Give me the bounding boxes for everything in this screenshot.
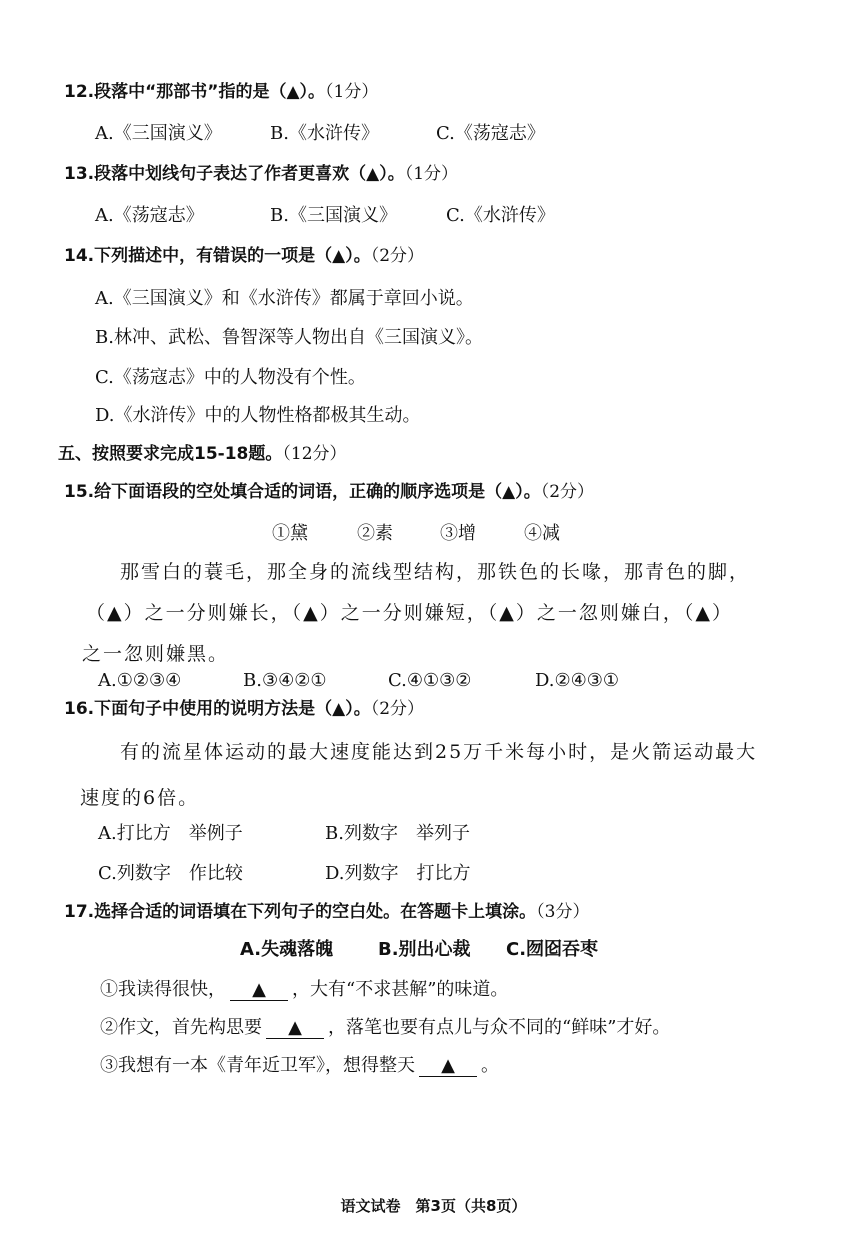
question-13-option-c: C.《水浒传》	[446, 205, 555, 226]
sentence-3-before: ③我想有一本《青年近卫军》，想得整天	[100, 1055, 415, 1076]
question-12-option-b: B.《水浒传》	[270, 123, 379, 144]
question-15-option-b: B.③④②①	[243, 670, 327, 691]
question-17-text: 17.选择合适的词语填在下列句子的空白处。在答题卡上填涂。	[64, 902, 537, 922]
question-17-word-b: B.别出心裁	[378, 939, 471, 960]
question-14-option-d: D.《水浒传》中的人物性格都极其生动。	[95, 405, 421, 426]
question-13-option-a: A.《荡寇志》	[95, 205, 204, 226]
question-15-score: （2分）	[540, 482, 595, 502]
section-5-title	[58, 442, 347, 466]
question-15-option-c: C.④①③②	[388, 670, 472, 691]
question-17-word-a: A.失魂落魄	[240, 939, 334, 960]
question-14-text: 14.下列描述中，有错误的一项是（▲）。	[64, 246, 371, 266]
question-16-passage-line-2: 速度的6倍。	[80, 787, 200, 809]
question-16-passage-line-1: 有的流星体运动的最大速度能达到25万千米每小时，是火箭运动最大	[120, 741, 758, 763]
question-15-option-d: D.②④③①	[535, 670, 620, 691]
question-13-text: 13.段落中划线句子表达了作者更喜欢（▲）。	[64, 164, 405, 184]
question-13-title	[64, 162, 458, 186]
question-15-word-1: ①黛	[272, 523, 308, 544]
question-17-title	[64, 900, 589, 924]
question-17-sentence-3	[100, 1054, 499, 1078]
question-12-option-a: A.《三国演义》	[95, 123, 222, 144]
question-13-score: （1分）	[404, 164, 459, 184]
sentence-3-after: 。	[481, 1055, 499, 1076]
question-16-text: 16.下面句子中使用的说明方法是（▲）。	[64, 699, 371, 719]
sentence-1-after: ，大有“不求甚解”的味道。	[292, 979, 509, 1000]
question-15-word-3: ③增	[440, 523, 476, 544]
question-14-score: （2分）	[370, 246, 425, 266]
question-12-text: 12.段落中“那部书”指的是（▲）。	[64, 82, 326, 102]
question-14-option-c: C.《荡寇志》中的人物没有个性。	[95, 367, 366, 388]
sentence-3-blank: ▲	[419, 1056, 477, 1077]
question-12-option-c: C.《荡寇志》	[436, 123, 545, 144]
question-15-word-4: ④减	[524, 523, 560, 544]
question-13-option-b: B.《三国演义》	[270, 205, 397, 226]
question-12-score: （1分）	[325, 82, 379, 102]
question-17-sentence-2	[100, 1016, 670, 1040]
question-16-score: （2分）	[370, 699, 425, 719]
question-14-option-a: A.《三国演义》和《水浒传》都属于章回小说。	[95, 288, 474, 309]
section-5-score: （12分）	[282, 444, 347, 464]
question-17-word-c: C.囫囵吞枣	[506, 939, 599, 960]
question-16-option-b: B.列数字 举列子	[325, 823, 470, 844]
question-15-title	[64, 480, 594, 504]
page-footer: 语文试卷 第3页（共8页）	[340, 1197, 527, 1215]
sentence-2-before: ②作文，首先构思要	[100, 1017, 262, 1038]
question-15-word-2: ②素	[357, 523, 393, 544]
question-16-option-a: A.打比方 举例子	[98, 823, 243, 844]
question-12-title	[64, 80, 378, 104]
question-14-option-b: B.林冲、武松、鲁智深等人物出自《三国演义》。	[95, 327, 483, 348]
question-15-passage-line-3: 之一忽则嫌黑。	[82, 643, 230, 665]
question-16-title	[64, 697, 424, 721]
section-5-text: 五、按照要求完成15-18题。	[58, 444, 283, 464]
question-17-score: （3分）	[536, 902, 590, 922]
question-16-option-c: C.列数字 作比较	[98, 863, 243, 884]
sentence-2-after: ，落笔也要有点儿与众不同的“鲜味”才好。	[328, 1017, 671, 1038]
question-15-text: 15.给下面语段的空处填合适的词语，正确的顺序选项是（▲）。	[64, 482, 541, 502]
sentence-2-blank: ▲	[266, 1018, 324, 1039]
question-15-passage-line-1: 那雪白的蓑毛，那全身的流线型结构，那铁色的长喙，那青色的脚，	[120, 561, 751, 583]
sentence-1-before: ①我读得很快，	[100, 979, 226, 1000]
question-15-option-a: A.①②③④	[98, 670, 182, 691]
sentence-1-blank: ▲	[230, 980, 288, 1001]
question-16-option-d: D.列数字 打比方	[325, 863, 471, 884]
question-14-title	[64, 244, 424, 268]
question-15-passage-line-2: （▲）之一分则嫌长，（▲）之一分则嫌短，（▲）之一忽则嫌白，（▲）	[86, 602, 733, 624]
question-17-sentence-1	[100, 978, 508, 1002]
